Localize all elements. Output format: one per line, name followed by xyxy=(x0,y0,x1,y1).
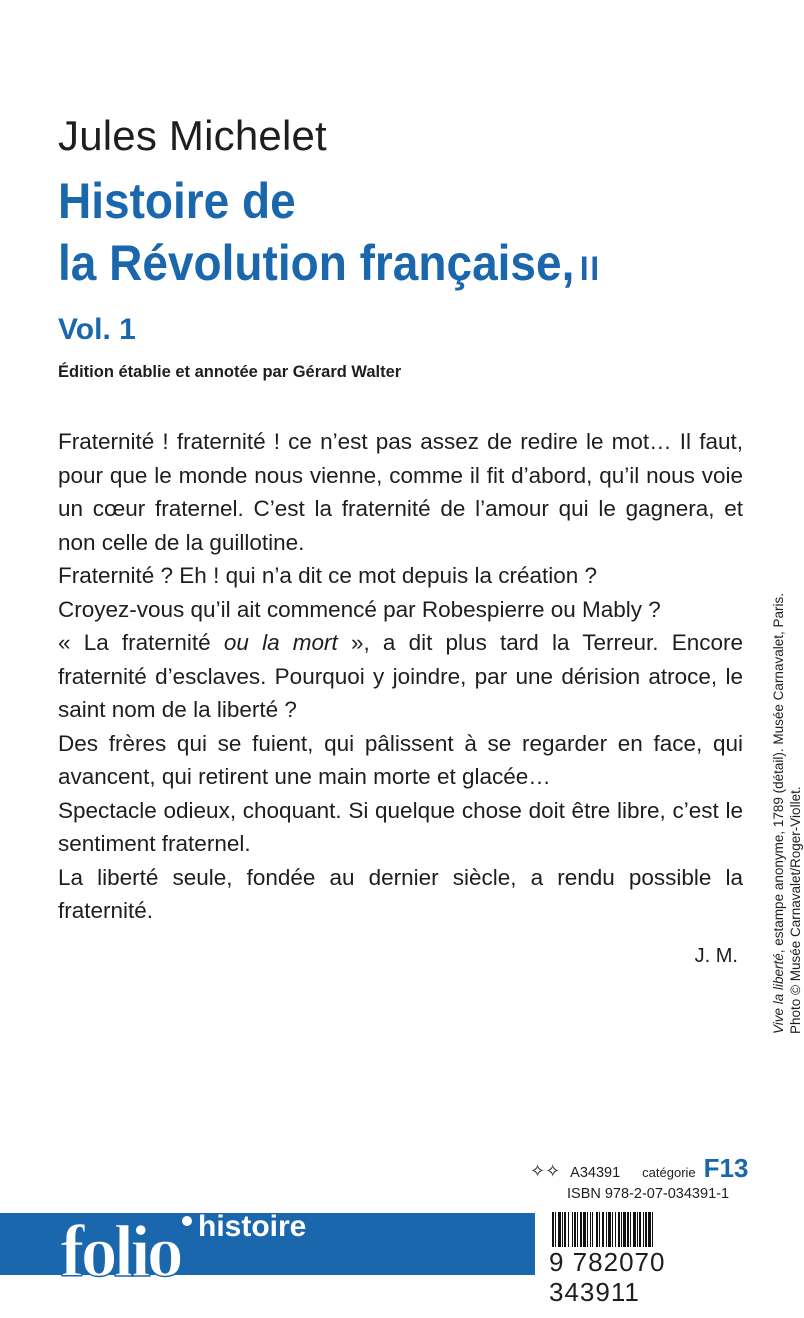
catalog-line xyxy=(530,1153,748,1184)
signature: J. M. xyxy=(694,945,738,967)
quote-italic: ou la mort xyxy=(223,630,338,655)
category-code: F13 xyxy=(703,1153,749,1183)
credit-line-1-text: , estampe anonyme, 1789 (détail). Musée Carnavalet, Paris. xyxy=(771,593,786,954)
title-roman-numeral: II xyxy=(579,250,601,288)
quote-start: « La fraternité xyxy=(58,630,224,655)
title-line-2 xyxy=(58,232,601,300)
blurb-paragraph: La liberté seule, fondée au dernier siècle, a rendu possible la fraternité. xyxy=(58,864,743,923)
title-line-1: Histoire de xyxy=(58,173,296,229)
volume-label: Vol. 1 xyxy=(58,313,136,346)
catalog-code: A34391 xyxy=(570,1165,621,1181)
book-title xyxy=(58,170,601,300)
publisher-symbol-icon: ✧✧ xyxy=(530,1161,561,1181)
quote-rest: », a dit plus tard la Terreur. Encore fraternité d’esclaves. Pourquoi y joindre, par une dérision atroce, le saint nom de la liberté ? xyxy=(58,630,743,722)
credit-line-2: Photo © Musée Carnavalet/Roger-Viollet. xyxy=(788,786,803,1034)
blurb-paragraph: Fraternité ? Eh ! qui n’a dit ce mot depuis la création ? xyxy=(58,563,598,588)
author-name: Jules Michelet xyxy=(58,112,327,159)
image-credit xyxy=(770,593,804,1034)
blurb xyxy=(58,425,743,928)
collection-name: histoire xyxy=(198,1210,307,1243)
folio-wordmark: folio xyxy=(60,1211,180,1293)
credit-artwork-title: Vive la liberté xyxy=(771,953,786,1034)
blurb-paragraph xyxy=(58,626,743,727)
blurb-paragraph: Croyez-vous qu’il ait commencé par Robespierre ou Mably ? xyxy=(58,596,661,622)
logo-dot xyxy=(182,1216,192,1226)
title-line-2-text: la Révolution française, xyxy=(58,235,575,291)
barcode-digits: 9 782070 343911 xyxy=(549,1247,739,1307)
credit-line-1 xyxy=(770,593,787,1034)
blurb-paragraph: Spectacle odieux, choquant. Si quelque chose doit être libre, c’est le sentiment fraternel. xyxy=(58,797,743,856)
isbn: ISBN 978-2-07-034391-1 xyxy=(567,1186,730,1202)
blurb-paragraph: Fraternité ! fraternité ! ce n’est pas assez de redire le mot… Il faut, pour que le monde nous vienne, comme il fit d’abord, qu’il nous voie un cœur fraternel. C’est la fraternité de l’amour qui le gagnera, et non celle de la guillotine. xyxy=(58,429,743,555)
blurb-paragraph: Des frères qui se fuient, qui pâlissent à se regarder en face, qui avancent, qui retirent une main morte et glacée… xyxy=(58,730,743,789)
edition-note: Édition établie et annotée par Gérard Walter xyxy=(58,363,402,381)
category-label: catégorie xyxy=(642,1165,696,1180)
